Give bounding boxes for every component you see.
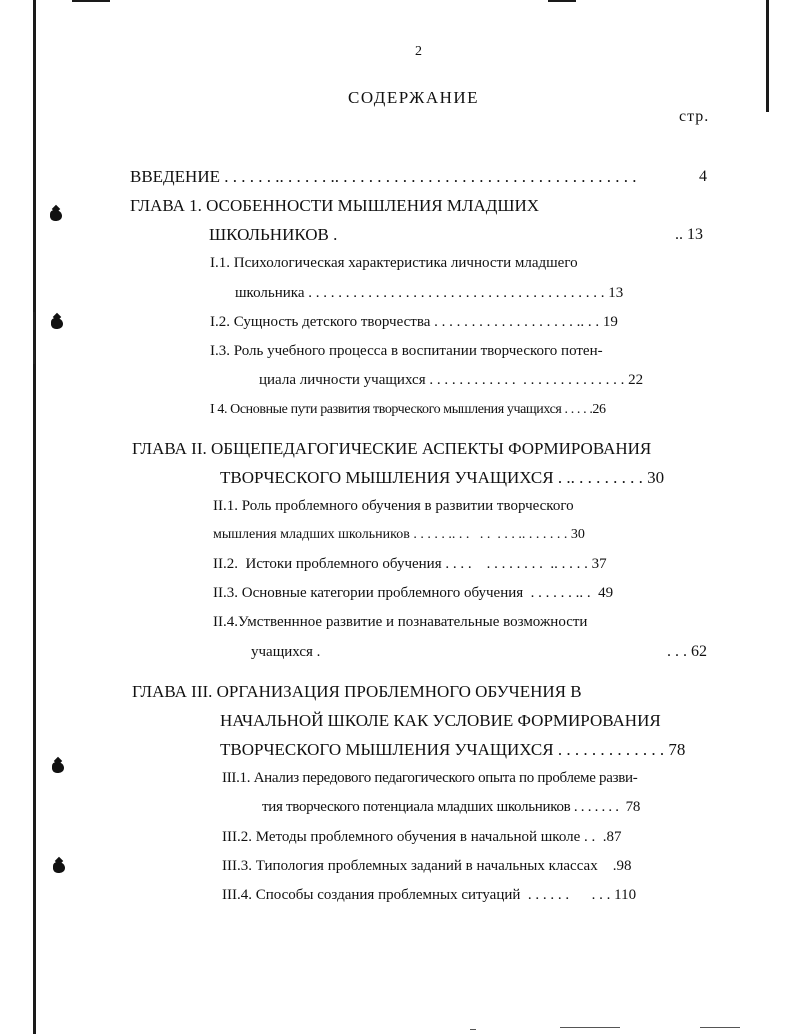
scan-tick-1 — [33, 312, 35, 330]
page-title: СОДЕРЖАНИЕ — [348, 88, 480, 107]
scan-right-edge-line — [766, 0, 769, 112]
toc-chapter-1-page: .. 13 — [675, 226, 703, 243]
scan-top-right-mark — [548, 0, 576, 2]
scan-bottom-mark-3 — [700, 1027, 740, 1028]
toc-section-1-2: I.2. Сущность детского творчества . . . . . . . . . . . . . . . . . . . .. . . 19 — [210, 314, 618, 330]
toc-section-2-1-line-2: мышления младших школьников . . . . . .. . . . . . . . .. . . . . . . 30 — [213, 527, 585, 542]
toc-chapter-3-line-2: НАЧАЛЬНОЙ ШКОЛЕ КАК УСЛОВИЕ ФОРМИРОВАНИЯ — [220, 711, 661, 730]
scan-bottom-mark-1 — [470, 1029, 476, 1030]
toc-section-1-3-line-1: I.3. Роль учебного процесса в воспитании творческого потен- — [210, 343, 603, 359]
toc-section-2-4-line-1: II.4.Умственнное развитие и познавательные возможности — [213, 614, 588, 630]
toc-section-3-1-line-2: тия творческого потенциала младших школьников . . . . . . . 78 — [262, 799, 641, 815]
toc-section-3-2: III.2. Методы проблемного обучения в начальной школе . . .87 — [222, 829, 622, 845]
toc-chapter-1-line-1: ГЛАВА 1. ОСОБЕННОСТИ МЫШЛЕНИЯ МЛАДШИХ — [130, 196, 540, 215]
toc-section-3-1-line-1: III.1. Анализ передового педагогического опыта по проблеме разви- — [222, 770, 638, 786]
toc-section-3-4: III.4. Способы создания проблемных ситуаций . . . . . . . . . 110 — [222, 887, 637, 903]
toc-section-2-2: II.2. Истоки проблемного обучения . . . . . . . . . . . . .. . . . . 37 — [213, 556, 607, 572]
toc-section-1-3-line-2: циала личности учащихся . . . . . . . . . . . . . . . . . . . . . . . . . . 22 — [259, 372, 644, 388]
toc-chapter-3-line-1: ГЛАВА III. ОРГАНИЗАЦИЯ ПРОБЛЕМНОГО ОБУЧЕНИЯ В — [132, 682, 582, 701]
toc-section-1-1-line-1: I.1. Психологическая характеристика личности младшего — [210, 255, 578, 271]
toc-intro-page: 4 — [699, 168, 707, 185]
toc-section-2-3: II.3. Основные категории проблемного обучения . . . . . . .. . 49 — [213, 585, 614, 601]
scan-tick-2 — [33, 350, 35, 364]
toc-section-3-3: III.3. Типология проблемных заданий в начальных классах .98 — [222, 858, 632, 874]
toc-section-2-4-line-2: учащихся . — [251, 644, 321, 660]
scan-bottom-mark-2 — [560, 1027, 620, 1028]
binding-hole-mark-3 — [52, 762, 64, 773]
toc-chapter-1-line-2: ШКОЛЬНИКОВ . — [209, 225, 338, 244]
page-number: 2 — [415, 44, 422, 59]
toc-chapter-2-line-2: ТВОРЧЕСКОГО МЫШЛЕНИЯ УЧАЩИХСЯ . .. . . . . . . . . 30 — [220, 468, 665, 487]
toc-section-2-4-page: . . . 62 — [667, 643, 707, 660]
toc-section-1-1-line-2: школьника . . . . . . . . . . . . . . . . . . . . . . . . . . . . . . . . . . . . . . . . 13 — [235, 285, 624, 301]
scan-top-left-mark — [72, 0, 110, 2]
toc-section-1-4: I 4. Основные пути развития творческого мышления учащихся . . . . .26 — [210, 402, 606, 417]
binding-hole-mark-4 — [53, 862, 65, 873]
page-column-label: стр. — [679, 108, 710, 125]
toc-section-2-1-line-1: II.1. Роль проблемного обучения в развитии творческого — [213, 498, 574, 514]
toc-intro: ВВЕДЕНИЕ . . . . . . .. . . . . . .. . . . . . . . . . . . . . . . . . . . . . . . . . . . . . . . . . . . — [130, 167, 637, 186]
scan-left-edge-line — [33, 0, 36, 1034]
toc-chapter-3-line-3: ТВОРЧЕСКОГО МЫШЛЕНИЯ УЧАЩИХСЯ . . . . . . . . . . . . . 78 — [220, 740, 686, 759]
toc-chapter-2-line-1: ГЛАВА II. ОБЩЕПЕДАГОГИЧЕСКИЕ АСПЕКТЫ ФОРМИРОВАНИЯ — [132, 439, 652, 458]
binding-hole-mark-2 — [51, 318, 63, 329]
binding-hole-mark-1 — [50, 210, 62, 221]
